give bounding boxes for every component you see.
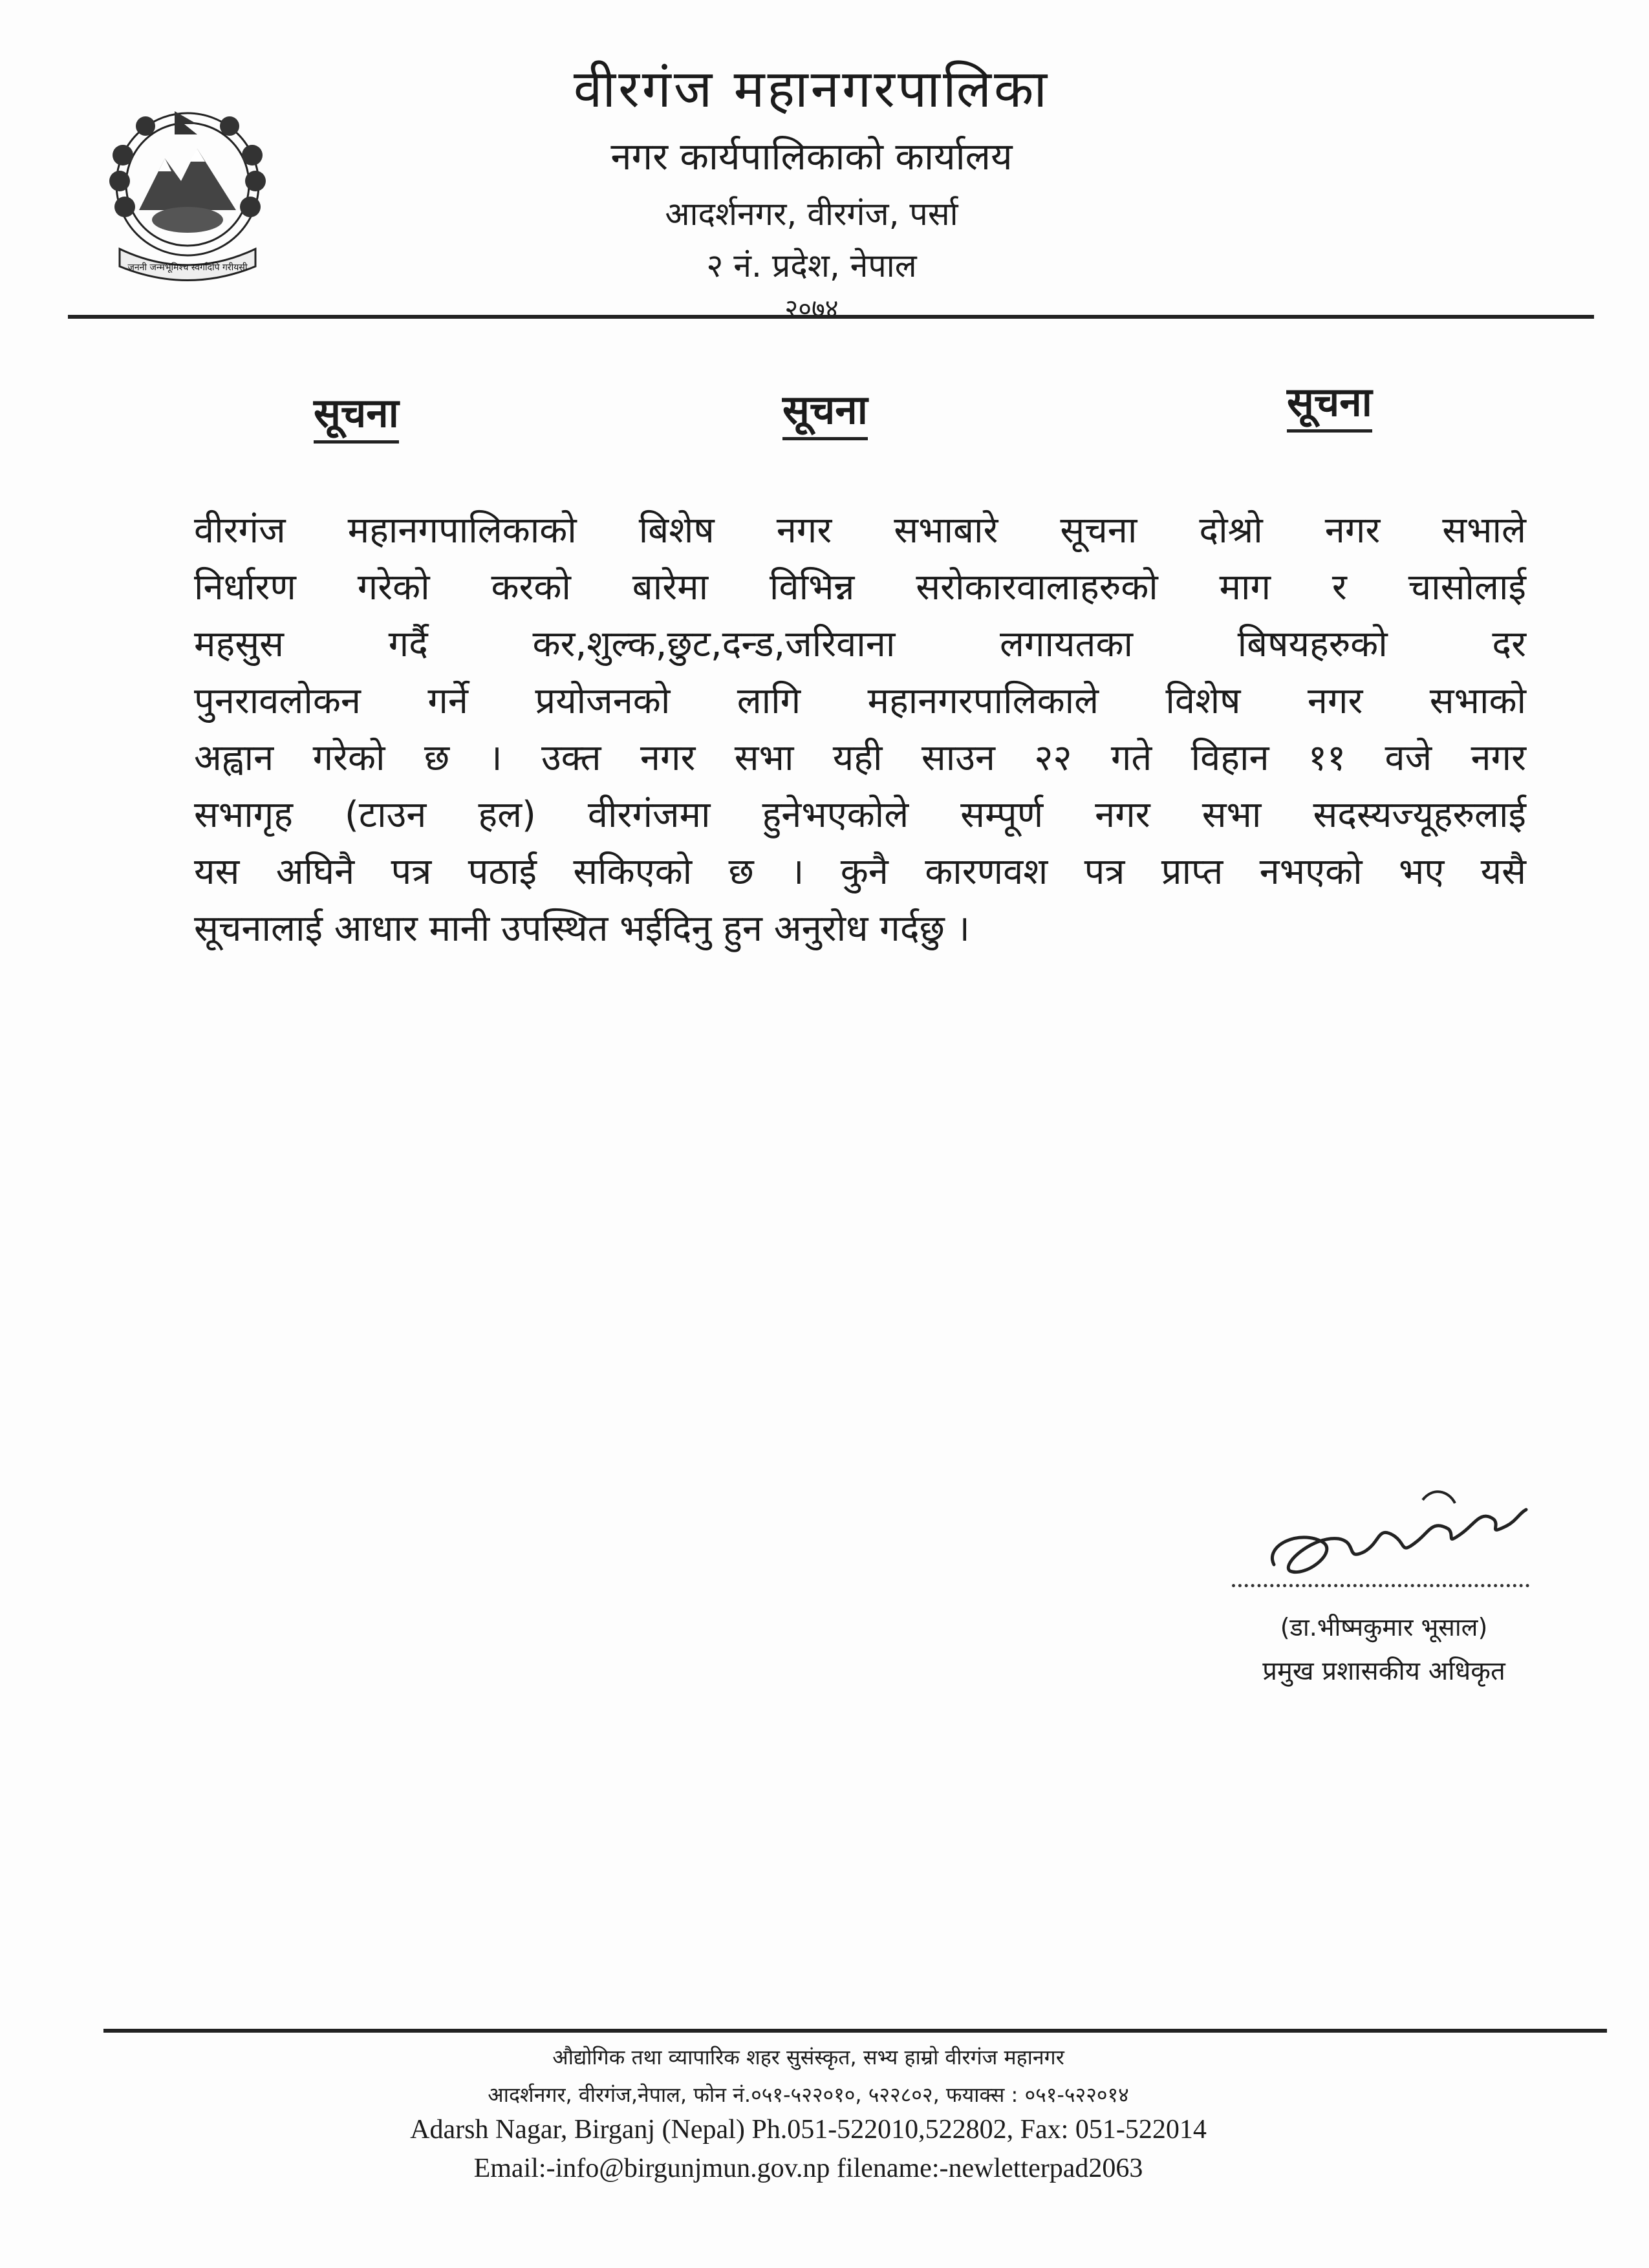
signatory-name: (डा.भीष्मकुमार भूसाल): [1280, 1613, 1488, 1642]
footer-address-nepali: आदर्शनगर, वीरगंज,नेपाल, फोन नं.०५१-५२२०१०, ५२२८०२, फयाक्स : ०५१-५२२०१४: [488, 2082, 1129, 2107]
notice-heading: सूचना: [314, 385, 399, 444]
signatory-title: प्रमुख प्रशासकीय अधिकृत: [1262, 1656, 1505, 1686]
footer-address-english: Adarsh Nagar, Birganj (Nepal) Ph.051-522010,522802, Fax: 051-522014: [410, 2115, 1207, 2145]
organization-name: वीरगंज महानगरपालिका: [573, 59, 1050, 119]
handwritten-signature: [1261, 1474, 1533, 1597]
body-line: सूचनालाई आधार मानी उपस्थित भईदिनु हुन अनुरोध गर्दछु ।: [194, 908, 970, 950]
body-line: पुनरावलोकन गर्ने प्रयोजनको लागि महानगरपालिकाले विशेष नगर सभाको: [194, 680, 1526, 722]
footer-tagline: औद्योगिक तथा व्यापारिक शहर सुसंस्कृत, सभ्य हाम्रो वीरगंज महानगर: [552, 2045, 1064, 2070]
notice-heading: सूचना: [1287, 374, 1372, 433]
nepal-emblem-logo: [94, 97, 281, 291]
letterhead-year: २०७४: [784, 294, 839, 324]
body-line: सभागृह (टाउन हल) वीरगंजमा हुनेभएकोले सम्पूर्ण नगर सभा सदस्यज्यूहरुलाई: [194, 794, 1526, 836]
signature-line: [1232, 1584, 1529, 1587]
office-address: आदर्शनगर, वीरगंज, पर्सा: [665, 195, 958, 233]
footer-divider: [103, 2029, 1607, 2033]
notice-heading: सूचना: [782, 381, 868, 440]
body-line: वीरगंज महानगपालिकाको बिशेष नगर सभाबारे सूचना दोश्रो नगर सभाले: [194, 509, 1526, 551]
body-line: यस अघिनै पत्र पठाई सकिएको छ । कुनै कारणवश पत्र प्राप्त नभएको भए यसै: [194, 851, 1526, 893]
office-province: २ नं. प्रदेश, नेपाल: [706, 247, 917, 284]
office-name: नगर कार्यपालिकाको कार्यालय: [610, 134, 1013, 178]
body-line: निर्धारण गरेको करको बारेमा विभिन्न सरोकारवालाहरुको माग र चासोलाई: [194, 566, 1526, 608]
footer-email: Email:-info@birgunjmun.gov.np filename:-newletterpad2063: [473, 2154, 1143, 2183]
emblem-motto: जननी जन्मभूमिश्च स्वर्गादपि गरीयसी: [127, 262, 248, 273]
body-line: अह्वान गरेको छ । उक्त नगर सभा यही साउन २२ गते विहान ११ वजे नगर: [194, 737, 1526, 779]
header-divider: [68, 315, 1594, 319]
body-line: महसुस गर्दै कर,शुल्क,छुट,दन्ड,जरिवाना लगायतका बिषयहरुको दर: [194, 623, 1526, 665]
